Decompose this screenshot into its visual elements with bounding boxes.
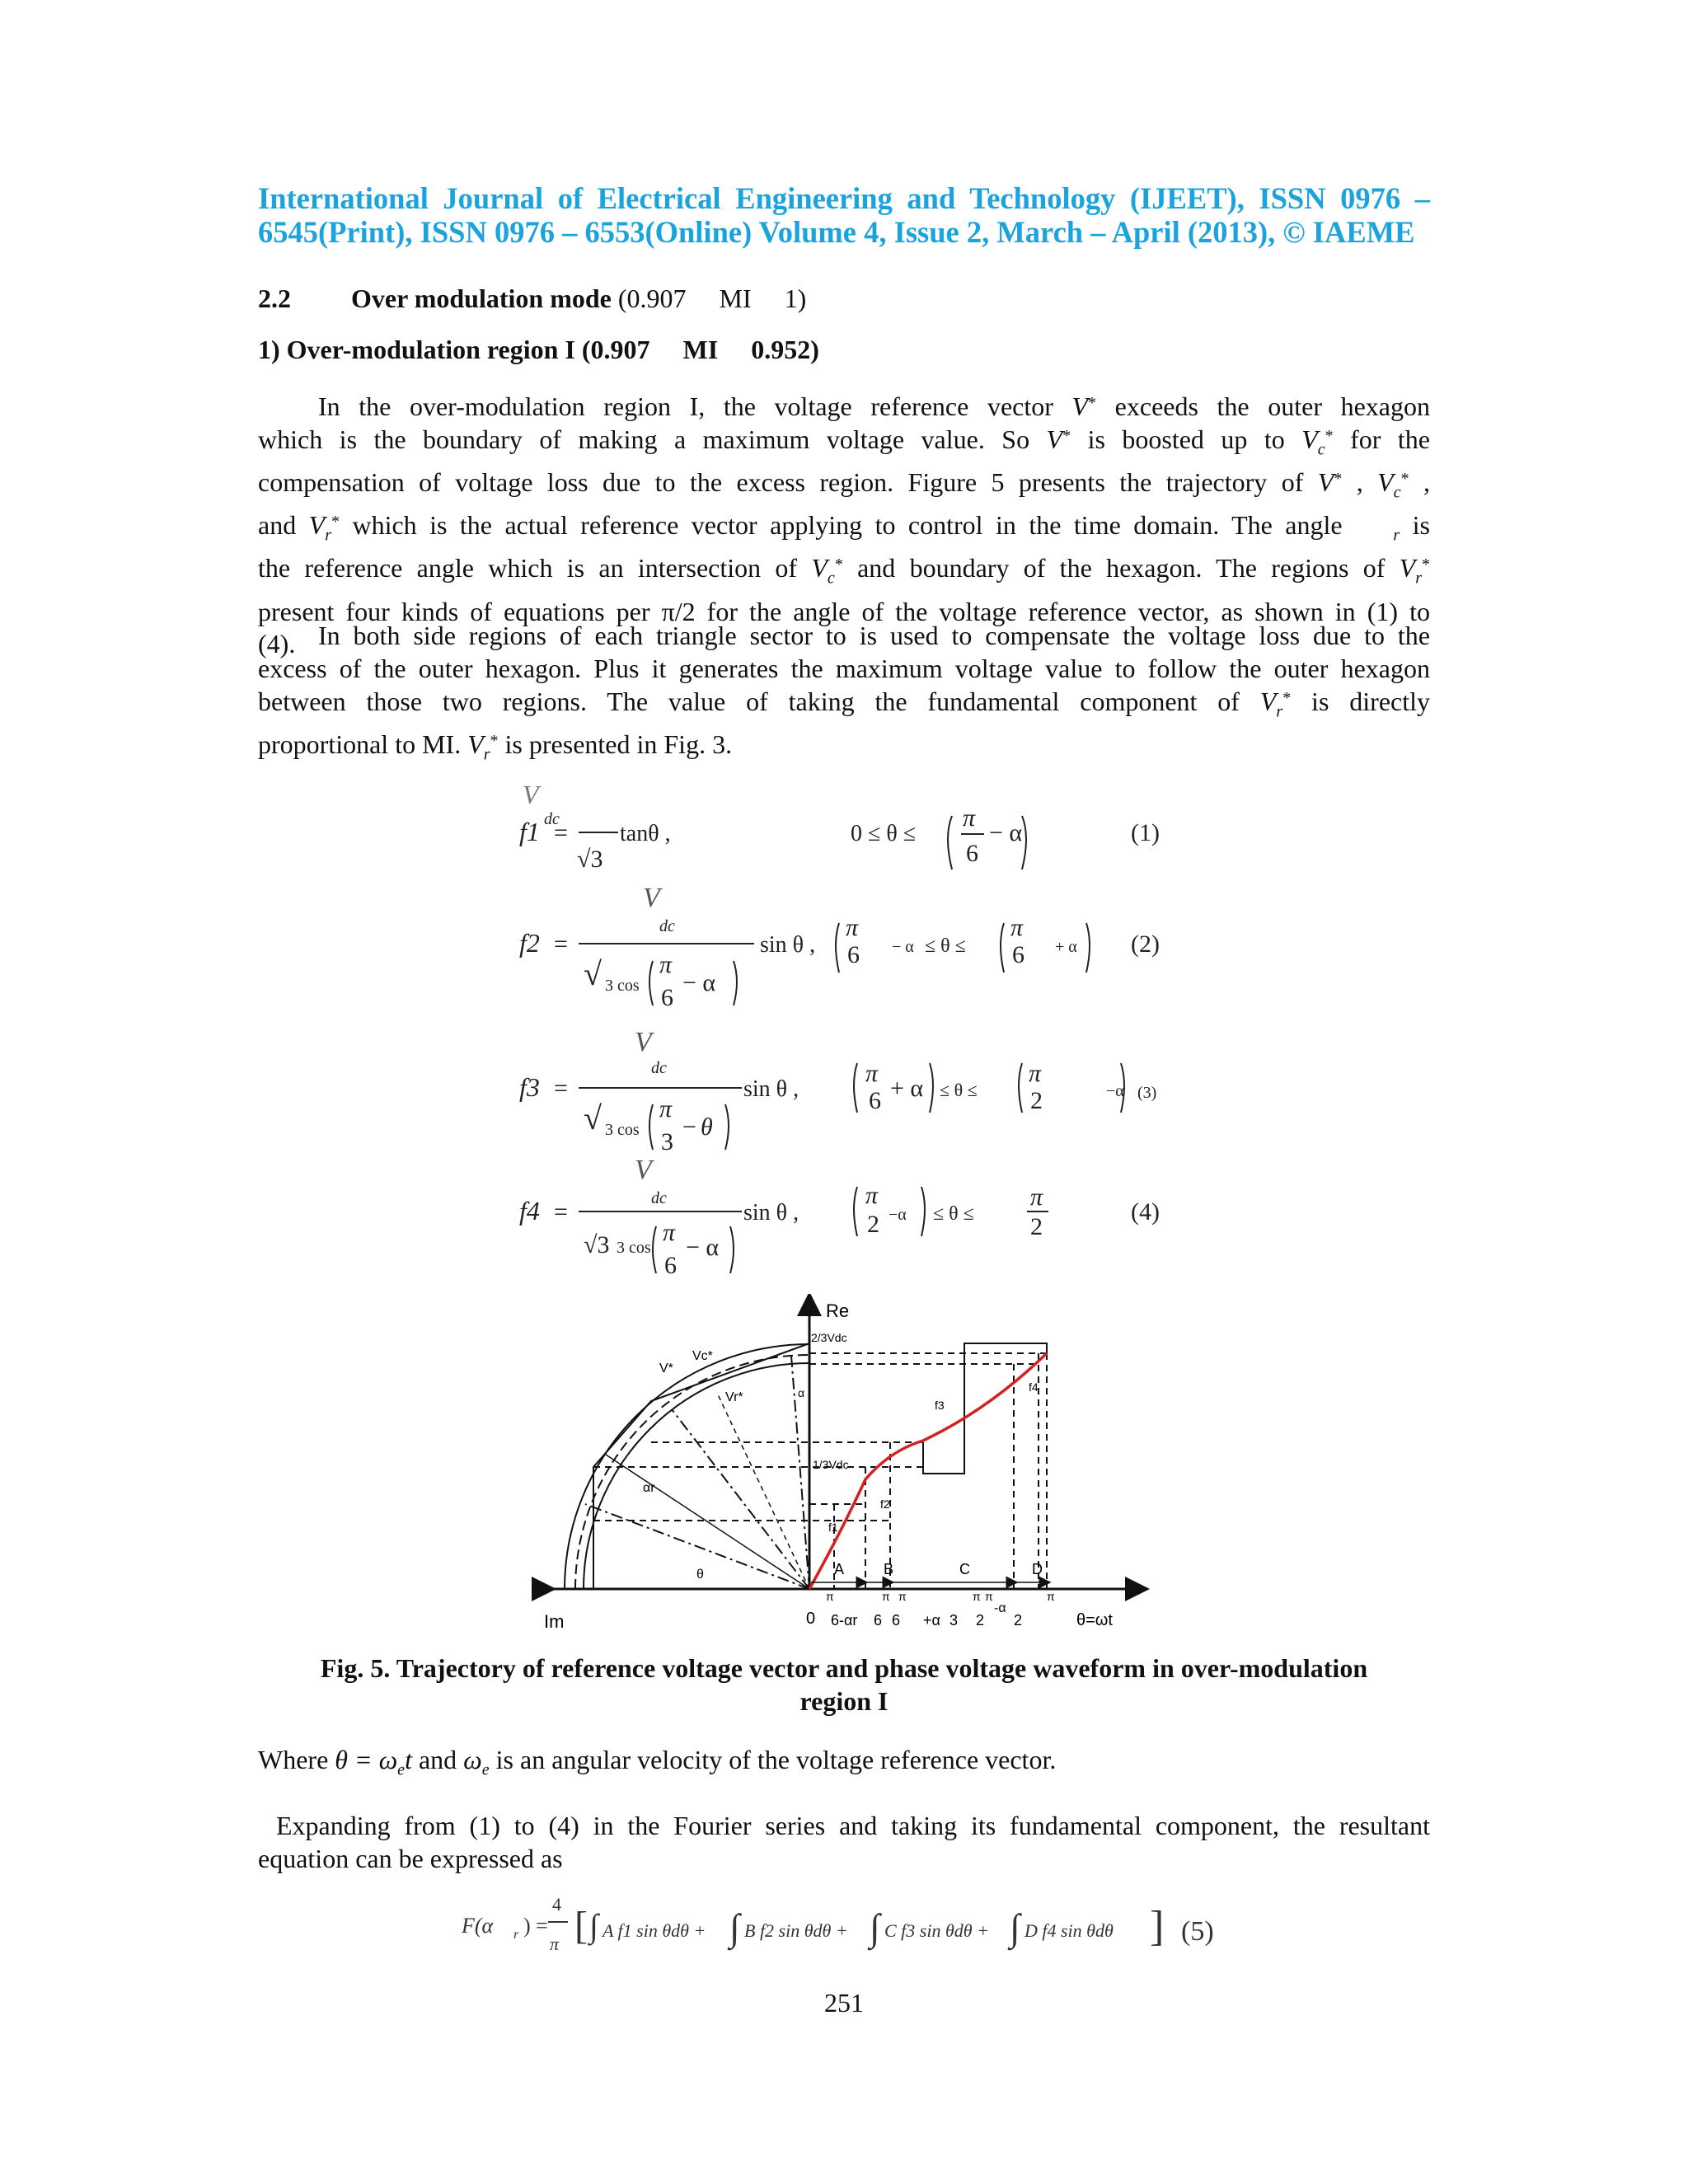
svg-text:π: π xyxy=(898,1590,907,1603)
svg-text:π: π xyxy=(826,1590,834,1603)
eq2-sin: sin θ , xyxy=(760,932,816,958)
region-b: B xyxy=(884,1561,894,1577)
svg-text:sin θ ,: sin θ , xyxy=(743,1076,799,1102)
svg-text:=: = xyxy=(554,930,568,958)
svg-text:π: π xyxy=(1030,1183,1043,1211)
svg-text:π: π xyxy=(882,1590,890,1603)
svg-text:π: π xyxy=(865,1060,879,1087)
svg-text:π: π xyxy=(865,1182,879,1209)
caption-line-1: Fig. 5. Trajectory of reference voltage vector and phase voltage waveform in over-modulation xyxy=(320,1653,1368,1683)
label-f4: f4 xyxy=(1029,1380,1039,1394)
eq5-number: (5) xyxy=(1181,1916,1214,1947)
region-d: D xyxy=(1032,1561,1043,1577)
svg-text:π: π xyxy=(1010,914,1024,941)
svg-text:θ: θ xyxy=(701,1113,713,1141)
svg-text:6: 6 xyxy=(664,1252,677,1279)
eq1-dc: dc xyxy=(544,810,560,828)
arc-vstar xyxy=(575,1355,809,1589)
svg-text:π: π xyxy=(550,1933,560,1954)
tick-1: 6-αr xyxy=(831,1612,858,1629)
reference-trajectory-curve xyxy=(809,1353,1047,1589)
svg-text:dc: dc xyxy=(651,1189,667,1207)
where-line: Where $\theta = \omega_et$ and $\omega_e$ is an angular velocity of the voltage reference vector. xyxy=(258,1745,1057,1779)
svg-text:V: V xyxy=(635,1027,652,1057)
svg-text:√: √ xyxy=(584,955,602,992)
p2-line-3: between those two regions. The value of taking the fundamental component of $V_r^*$ is directly xyxy=(258,686,1431,720)
p1-line-2: which is the boundary of making a maximum voltage value. So V* is boosted up to $V_c^*$ for the xyxy=(258,424,1430,459)
paragraph-3 xyxy=(258,1810,1430,1876)
eq1-number: (1) xyxy=(1131,819,1160,846)
eq1-V: V xyxy=(523,780,539,809)
eq2-number: (2) xyxy=(1131,930,1160,958)
svg-text:3 cos: 3 cos xyxy=(605,977,640,995)
eq1-f1: f1 xyxy=(519,817,540,846)
p3-line-2: equation can be expressed as xyxy=(258,1843,563,1873)
label-re: Re xyxy=(826,1301,850,1321)
eq2-f2: f2 xyxy=(519,928,540,958)
svg-text:2: 2 xyxy=(1030,1213,1043,1240)
svg-text:π: π xyxy=(963,804,976,832)
label-theta: θ xyxy=(696,1568,704,1582)
paragraph-2 xyxy=(258,620,1430,771)
svg-text:− α: − α xyxy=(682,969,716,996)
svg-text:π: π xyxy=(663,1219,676,1246)
section-heading xyxy=(258,284,806,314)
svg-text:3 cos: 3 cos xyxy=(605,1121,640,1139)
p1-line-4: and $V_r^*$ which is the actual reference vector applying to control in the time domain. The angle $_r$ is xyxy=(258,510,1430,545)
label-f2: f2 xyxy=(880,1497,890,1511)
label-f3: f3 xyxy=(935,1399,945,1412)
svg-text:− α: − α xyxy=(686,1234,720,1261)
svg-text:−: − xyxy=(682,1113,696,1141)
p1-line-5: the reference angle which is an intersection of $V_c^*$ and boundary of the hexagon. The regions of $V_r^*$ xyxy=(258,553,1431,588)
p1-line-7: (4). xyxy=(258,629,296,659)
p1-line-6: present four kinds of equations per π/2 for the angle of the voltage reference vector, as shown in (1) to xyxy=(258,596,1430,626)
ray-3 xyxy=(672,1409,809,1589)
section-range: (0.907 MI 1) xyxy=(617,284,807,313)
svg-text:π: π xyxy=(659,1095,673,1122)
svg-text:=: = xyxy=(554,1075,568,1102)
equation-5 xyxy=(457,1887,1249,1961)
tick-4: +α xyxy=(923,1612,940,1629)
svg-text:6: 6 xyxy=(1012,941,1025,968)
subsection-heading: 1) Over-modulation region I (0.907 MI 0.952) xyxy=(258,335,819,364)
svg-text:r: r xyxy=(513,1928,519,1942)
p2-line-4: proportional to MI. $V_r^*$ is presented in Fig. 3. xyxy=(258,729,733,764)
label-vstar: V* xyxy=(659,1361,673,1376)
section-title: Over modulation mode xyxy=(351,284,612,313)
svg-text:2: 2 xyxy=(867,1211,879,1238)
svg-text:− α: − α xyxy=(892,938,914,956)
eq5-term-c: C f3 sin θdθ + xyxy=(884,1920,989,1941)
svg-text:2: 2 xyxy=(1030,1087,1043,1114)
equations-1-4 xyxy=(495,775,1220,1294)
svg-text:∫: ∫ xyxy=(870,1906,880,1948)
eq5-term-d: D f4 sin θdθ xyxy=(1025,1920,1114,1941)
svg-text:√3: √3 xyxy=(584,1231,610,1258)
svg-text:6: 6 xyxy=(847,941,860,968)
svg-text:π: π xyxy=(1029,1060,1042,1087)
eq4-f4: f4 xyxy=(519,1196,540,1226)
svg-text:=: = xyxy=(554,1198,568,1226)
svg-text:6: 6 xyxy=(661,984,673,1011)
svg-text:3: 3 xyxy=(661,1128,673,1155)
region-a: A xyxy=(834,1561,845,1577)
eq3-f3: f3 xyxy=(519,1072,540,1102)
ray-2 xyxy=(606,1455,809,1589)
label-f1: f1 xyxy=(828,1521,838,1534)
svg-text:3 cos: 3 cos xyxy=(617,1239,651,1257)
journal-header xyxy=(258,181,1430,249)
eq1-sqrt3: √3 xyxy=(577,846,603,873)
eq5-term-b: B f2 sin θdθ + xyxy=(744,1920,848,1941)
region-c: C xyxy=(959,1561,970,1577)
svg-text:π: π xyxy=(1047,1590,1055,1603)
eq1-range: 0 ≤ θ ≤ xyxy=(851,821,917,846)
svg-text:≤ θ ≤: ≤ θ ≤ xyxy=(940,1080,978,1100)
svg-text:√: √ xyxy=(584,1099,602,1137)
svg-text:π: π xyxy=(973,1590,981,1603)
svg-text:V: V xyxy=(643,883,660,913)
svg-text:V: V xyxy=(635,1155,652,1185)
label-alpha: α xyxy=(798,1386,805,1399)
eq4-number: (4) xyxy=(1131,1198,1160,1226)
eq3-number: (3) xyxy=(1137,1084,1157,1102)
tick-7: -α xyxy=(994,1601,1006,1615)
label-vr: Vr* xyxy=(725,1390,743,1404)
svg-text:π: π xyxy=(985,1590,993,1603)
svg-text:6: 6 xyxy=(869,1087,881,1114)
label-mid: 1/3Vdc xyxy=(813,1458,849,1471)
page-number: 251 xyxy=(824,1988,864,2018)
caption-line-2: region I xyxy=(799,1686,889,1716)
svg-text:[: [ xyxy=(574,1904,588,1947)
svg-text:sin θ ,: sin θ , xyxy=(743,1200,799,1226)
svg-text:π: π xyxy=(659,951,673,978)
svg-text:dc: dc xyxy=(659,917,675,935)
svg-text:=: = xyxy=(554,819,568,846)
tick-3: 6 xyxy=(892,1612,901,1629)
svg-text:dc: dc xyxy=(651,1059,667,1077)
tick-2: 6 xyxy=(874,1612,883,1629)
p1-line-3: compensation of voltage loss due to the excess region. Figure 5 presents the trajectory of V* , $V_c^*$ , xyxy=(258,466,1431,502)
tick-8: 2 xyxy=(1014,1612,1023,1629)
eq5-left: F(α xyxy=(462,1914,494,1938)
label-im: Im xyxy=(544,1611,565,1632)
p1-line-1: In the over-modulation region I, the voltage reference vector V* exceeds the outer hexagon xyxy=(318,391,1430,421)
svg-text:4: 4 xyxy=(552,1894,561,1915)
label-alpha-r: αr xyxy=(643,1481,655,1495)
svg-text:−α: −α xyxy=(889,1206,907,1224)
eq5-term-a: A f1 sin θdθ + xyxy=(603,1920,706,1941)
svg-text:− α: − α xyxy=(989,819,1023,846)
p3-line-1: Expanding from (1) to (4) in the Fourier series and taking its fundamental component, the resultant xyxy=(276,1811,1430,1840)
journal-header-line-1: International Journal of Electrical Engineering and Technology (IJEET), ISSN 0976 – xyxy=(258,181,1430,215)
tick-0: 0 xyxy=(806,1610,816,1628)
svg-text:−α: −α xyxy=(1106,1082,1124,1100)
svg-text:+ α: + α xyxy=(890,1075,924,1102)
svg-text:6: 6 xyxy=(966,840,978,867)
svg-text:π: π xyxy=(846,914,859,941)
svg-text:+ α: + α xyxy=(1055,938,1077,956)
svg-text:]: ] xyxy=(1150,1903,1165,1950)
journal-header-line-2: 6545(Print), ISSN 0976 – 6553(Online) Volume 4, Issue 2, March – April (2013), © IAEME xyxy=(258,215,1415,249)
svg-text:) =: ) = xyxy=(523,1914,548,1938)
label-theta-wt: θ=ωt xyxy=(1076,1611,1113,1629)
figure-5-diagram xyxy=(528,1294,1154,1648)
arc-vr xyxy=(584,1363,809,1589)
tick-5: 3 xyxy=(950,1612,959,1629)
section-number: 2.2 xyxy=(258,284,291,313)
p2-line-2: excess of the outer hexagon. Plus it generates the maximum voltage value to follow the outer hexagon xyxy=(258,653,1430,683)
label-top: 2/3Vdc xyxy=(811,1331,847,1344)
p2-line-1: In both side regions of each triangle sector to is used to compensate the voltage loss due to the xyxy=(318,621,1430,650)
label-vc: Vc* xyxy=(692,1349,713,1363)
svg-text:≤ θ ≤: ≤ θ ≤ xyxy=(925,935,966,957)
svg-text:∫: ∫ xyxy=(729,1906,740,1948)
svg-text:∫: ∫ xyxy=(589,1907,598,1944)
svg-text:∫: ∫ xyxy=(1010,1906,1020,1948)
svg-text:≤ θ ≤: ≤ θ ≤ xyxy=(933,1203,974,1225)
figure-caption xyxy=(258,1652,1430,1718)
eq1-tan: tanθ , xyxy=(620,821,671,846)
tick-6: 2 xyxy=(976,1612,985,1629)
